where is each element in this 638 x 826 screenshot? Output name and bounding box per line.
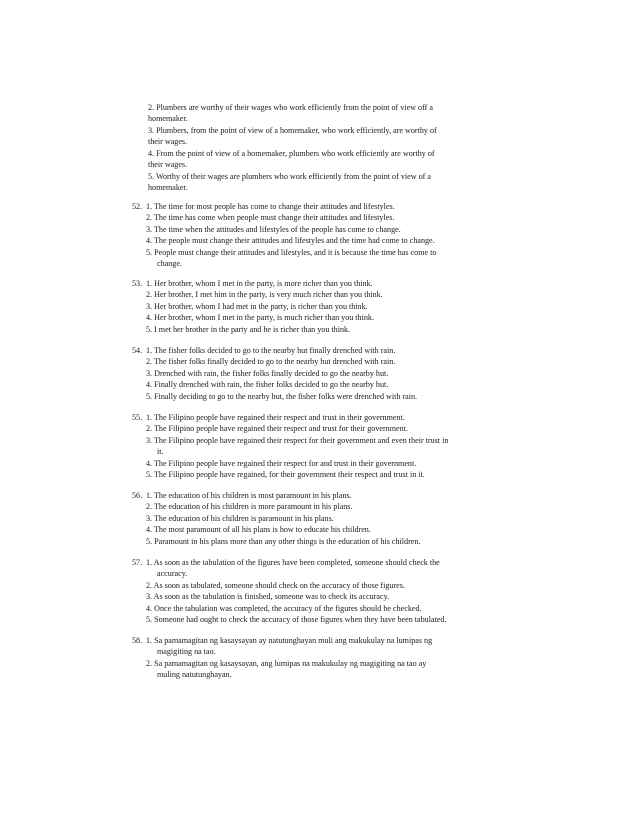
option-line: muling natutunghayan. [157,670,232,679]
option-line: it. [157,447,164,456]
question-number: 53. [132,279,143,288]
option-line: 2. Plumbers are worthy of their wages who work efficiently from the point of view off a [148,103,433,112]
question-number: 55. [132,413,143,422]
option-line: homemaker. [148,183,188,192]
option-line: 3. Drenched with rain, the fisher folks finally decided to go the nearby hut. [146,369,389,378]
option-line: 4. Her brother, whom I met in the party, is much richer than you think. [146,313,374,322]
option-line: 4. Finally drenched with rain, the fisher folks decided to go the nearby hut. [146,380,389,389]
option-line: their wages. [148,160,188,169]
option-line: their wages. [148,137,188,146]
option-line: 3. The Filipino people have regained their respect for their government and even their trust in [146,436,449,445]
option-line: 2. The Filipino people have regained their respect and trust for their government. [146,424,408,433]
option-line: 5. Worthy of their wages are plumbers who work efficiently from the point of view of a [148,172,431,181]
question-number: 57. [132,558,143,567]
option-line: 2. The time has come when people must change their attitudes and lifestyles. [146,213,395,222]
option-line: 1. The Filipino people have regained their respect and trust in their government. [146,413,405,422]
option-line: 5. I met her brother in the party and he is richer than you think. [146,325,351,334]
option-line: 5. People must change their attitudes and lifestyles, and it is because the time has come to [146,248,437,257]
option-line: 2. As soon as tabulated, someone should check on the accuracy of those figures. [146,581,405,590]
option-line: 3. The education of his children is paramount in his plans. [146,514,334,523]
option-line: 1. The fisher folks decided to go to the nearby hut finally drenched with rain. [146,346,396,355]
option-line: homemaker. [148,114,188,123]
option-line: 3. Plumbers, from the point of view of a homemaker, who work efficiently, are worthy of [148,126,437,135]
option-line: 4. The people must change their attitudes and lifestyles and the time had come to change. [146,236,435,245]
question-number: 54. [132,346,143,355]
option-line: 1. As soon as the tabulation of the figures have been completed, someone should check the [146,558,440,567]
option-line: accuracy. [157,569,188,578]
option-line: 4. Once the tabulation was completed, the accuracy of the figures should be checked. [146,604,422,613]
option-line: 1. Her brother, whom I met in the party, is more richer than you think. [146,279,373,288]
option-line: 4. The most paramount of all his plans is how to educate his children. [146,525,371,534]
question-number: 58. [132,636,143,645]
option-line: 1. The time for most people has come to change their attitudes and lifestyles. [146,202,395,211]
option-line: 3. Her brother, whom I had met in the party, is richer than you think. [146,302,368,311]
option-line: 1. Sa pamamagitan ng kasaysayan ay natutunghayan muli ang makukulay na lumipas ng [146,636,433,645]
option-line: magigiting na tao. [157,647,216,656]
option-line: 2. Sa pamamagitan ng kasaysayan, ang lumipas na makukulay ng magigiting na tao ay [146,659,427,668]
option-line: 1. The education of his children is most paramount in his plans. [146,491,352,500]
option-line: 5. Finally deciding to go to the nearby hut, the fisher folks were drenched with rain. [146,392,418,401]
option-line: 4. From the point of view of a homemaker, plumbers who work efficiently are worthy of [148,149,435,158]
option-line: 3. As soon as the tabulation is finished, someone was to check its accuracy. [146,592,390,601]
option-line: 2. The education of his children is more paramount in his plans. [146,502,353,511]
question-number: 56. [132,491,143,500]
option-line: 5. Paramount in his plans more than any other things is the education of his children. [146,537,421,546]
option-line: 2. Her brother, I met him in the party, is very much richer than you think. [146,290,383,299]
option-line: change. [157,259,182,268]
option-line: 2. The fisher folks finally decided to go to the nearby hut drenched with rain. [146,357,396,366]
option-line: 4. The Filipino people have regained their respect for and trust in their government. [146,459,417,468]
option-line: 3. The time when the attitudes and lifestyles of the people has come to change. [146,225,401,234]
option-line: 5. Someone had ought to check the accuracy of those figures when they have been tabulated. [146,615,447,624]
option-line: 5. The Filipino people have regained, for their government their respect and trust in it. [146,470,425,479]
question-number: 52. [132,202,143,211]
